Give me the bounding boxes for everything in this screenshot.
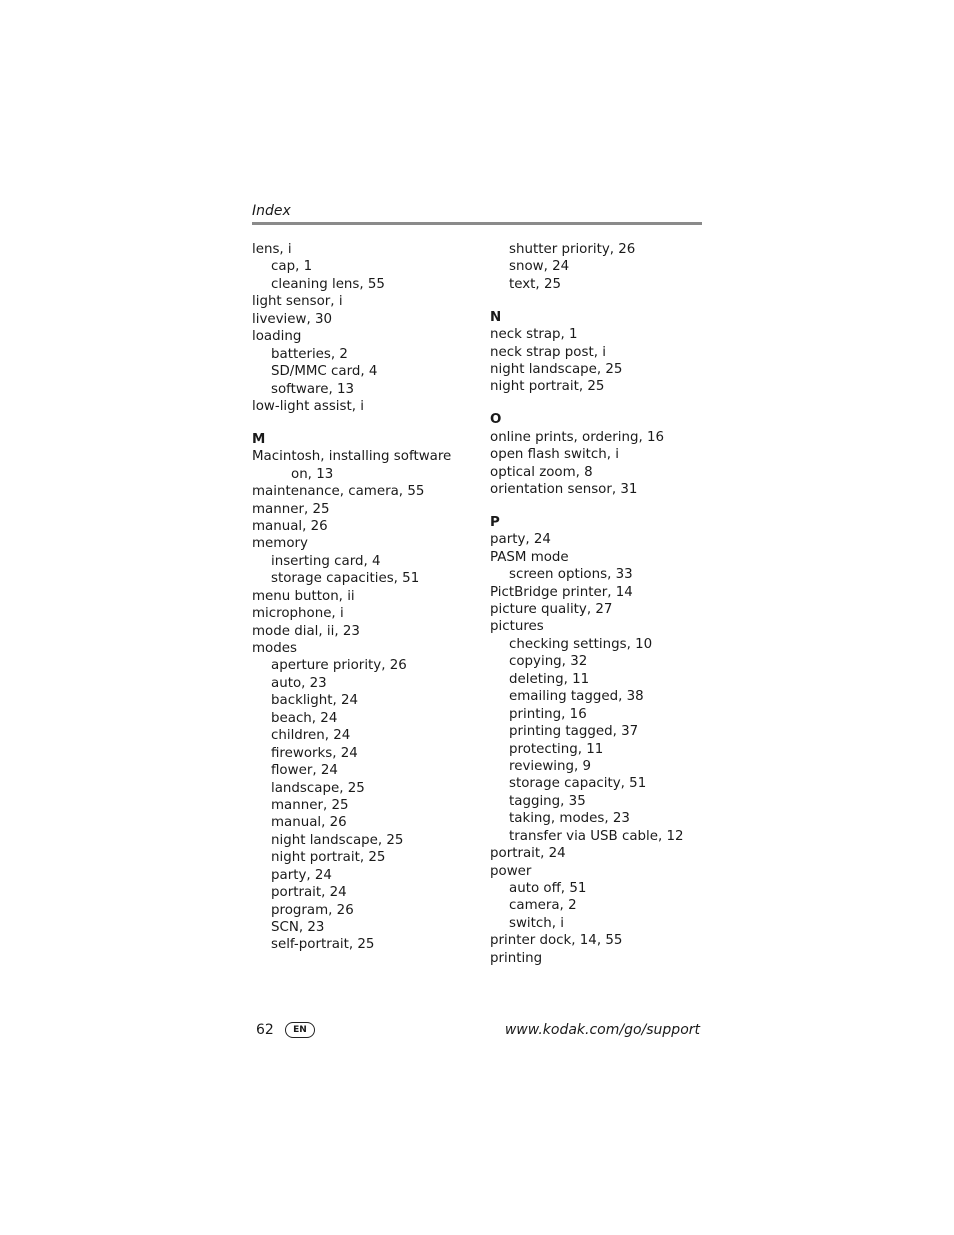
index-entry: power [490,863,532,879]
index-entry: party, 24 [490,532,551,548]
index-entry: maintenance, camera, 55 [252,484,425,500]
index-subentry: aperture priority, 26 [271,658,407,674]
index-subentry: SCN, 23 [271,920,325,936]
index-entry: liveview, 30 [252,311,332,327]
index-subentry: screen options, 33 [509,567,633,583]
index-subentry: text, 25 [509,276,561,292]
index-entry: open flash switch, i [490,447,620,463]
index-subentry: taking, modes, 23 [509,811,630,827]
index-subentry: cap, 1 [271,259,313,275]
index-subentry: emailing tagged, 38 [509,689,644,705]
index-subentry: backlight, 24 [271,693,359,709]
index-subentry: reviewing, 9 [509,758,592,774]
index-entry: microphone, i [252,606,344,622]
index-subentry: transfer via USB cable, 12 [509,828,684,844]
index-entry: manual, 26 [252,518,328,534]
index-subentry: protecting, 11 [509,741,604,757]
index-entry: modes [252,641,297,657]
index-entry: printing [490,950,543,966]
index-subentry: auto off, 51 [509,881,587,897]
index-letter-heading: N [490,309,502,325]
index-subentry: printing tagged, 37 [509,724,639,740]
index-subentry: checking settings, 10 [509,636,653,652]
index-subentry: children, 24 [271,728,351,744]
index-subentry: cleaning lens, 55 [271,276,385,292]
index-entry: printer dock, 14, 55 [490,933,623,949]
index-entry: night portrait, 25 [490,379,605,395]
index-subentry: storage capacities, 51 [271,571,420,587]
index-subentry: tagging, 35 [509,793,586,809]
index-subentry: fireworks, 24 [271,745,358,761]
index-entry: neck strap post, i [490,344,606,360]
section-gap [490,498,720,513]
index-entry: portrait, 24 [490,846,566,862]
index-subentry: copying, 32 [509,654,588,670]
index-entry: Macintosh, installing software [252,449,452,465]
index-subentry: night portrait, 25 [271,850,386,866]
index-entry: orientation sensor, 31 [490,482,638,498]
index-subentry: portrait, 24 [271,885,347,901]
index-letter-heading: O [490,412,502,428]
index-entry: optical zoom, 8 [490,464,593,480]
index-subentry: manner, 25 [271,797,349,813]
index-letter-heading: P [490,514,500,530]
index-subentry: manual, 26 [271,815,347,831]
section-gap [252,415,484,430]
index-entry: low-light assist, i [252,398,364,414]
support-url: www.kodak.com/go/support [504,1022,700,1038]
index-subentry: landscape, 25 [271,780,365,796]
index-subentry: on, 13 [291,466,334,482]
section-gap [490,396,720,411]
language-badge: EN [285,1022,315,1038]
index-column-left [252,241,484,954]
index-subentry: software, 13 [271,381,355,397]
index-entry: memory [252,536,308,552]
index-entry: manner, 25 [252,501,330,517]
index-subentry: switch, i [509,915,564,931]
index-subentry: night landscape, 25 [271,832,404,848]
index-subentry: storage capacity, 51 [509,776,647,792]
index-subentry: printing, 16 [509,706,587,722]
index-entry: lens, i [252,242,292,257]
index-entry: menu button, ii [252,588,355,604]
index-entry: night landscape, 25 [490,362,623,378]
index-entry: mode dial, ii, 23 [252,623,360,639]
index-subentry: flower, 24 [271,763,338,779]
index-subentry: snow, 24 [509,259,570,275]
index-subentry: party, 24 [271,867,332,883]
index-entry: light sensor, i [252,294,343,310]
index-subentry: inserting card, 4 [271,553,381,569]
index-entry: neck strap, 1 [490,327,578,343]
index-entry: pictures [490,619,544,635]
index-subentry: deleting, 11 [509,671,590,687]
index-entry: PASM mode [490,549,569,565]
index-subentry: self-portrait, 25 [271,937,375,953]
index-letter-heading: M [252,431,266,447]
index-entry: PictBridge printer, 14 [490,584,633,600]
section-gap [490,293,720,308]
page-header-title: Index [252,203,291,219]
index-entry: loading [252,329,302,345]
index-subentry: shutter priority, 26 [509,242,636,257]
index-column-right [490,241,720,967]
header-rule [252,222,702,225]
index-subentry: program, 26 [271,902,354,918]
index-entry: picture quality, 27 [490,602,613,618]
index-subentry: batteries, 2 [271,346,348,362]
index-entry: online prints, ordering, 16 [490,429,665,445]
index-subentry: camera, 2 [509,898,577,914]
index-subentry: beach, 24 [271,710,338,726]
index-subentry: auto, 23 [271,675,327,691]
index-subentry: SD/MMC card, 4 [271,364,378,380]
page-number: 62 [256,1022,274,1038]
